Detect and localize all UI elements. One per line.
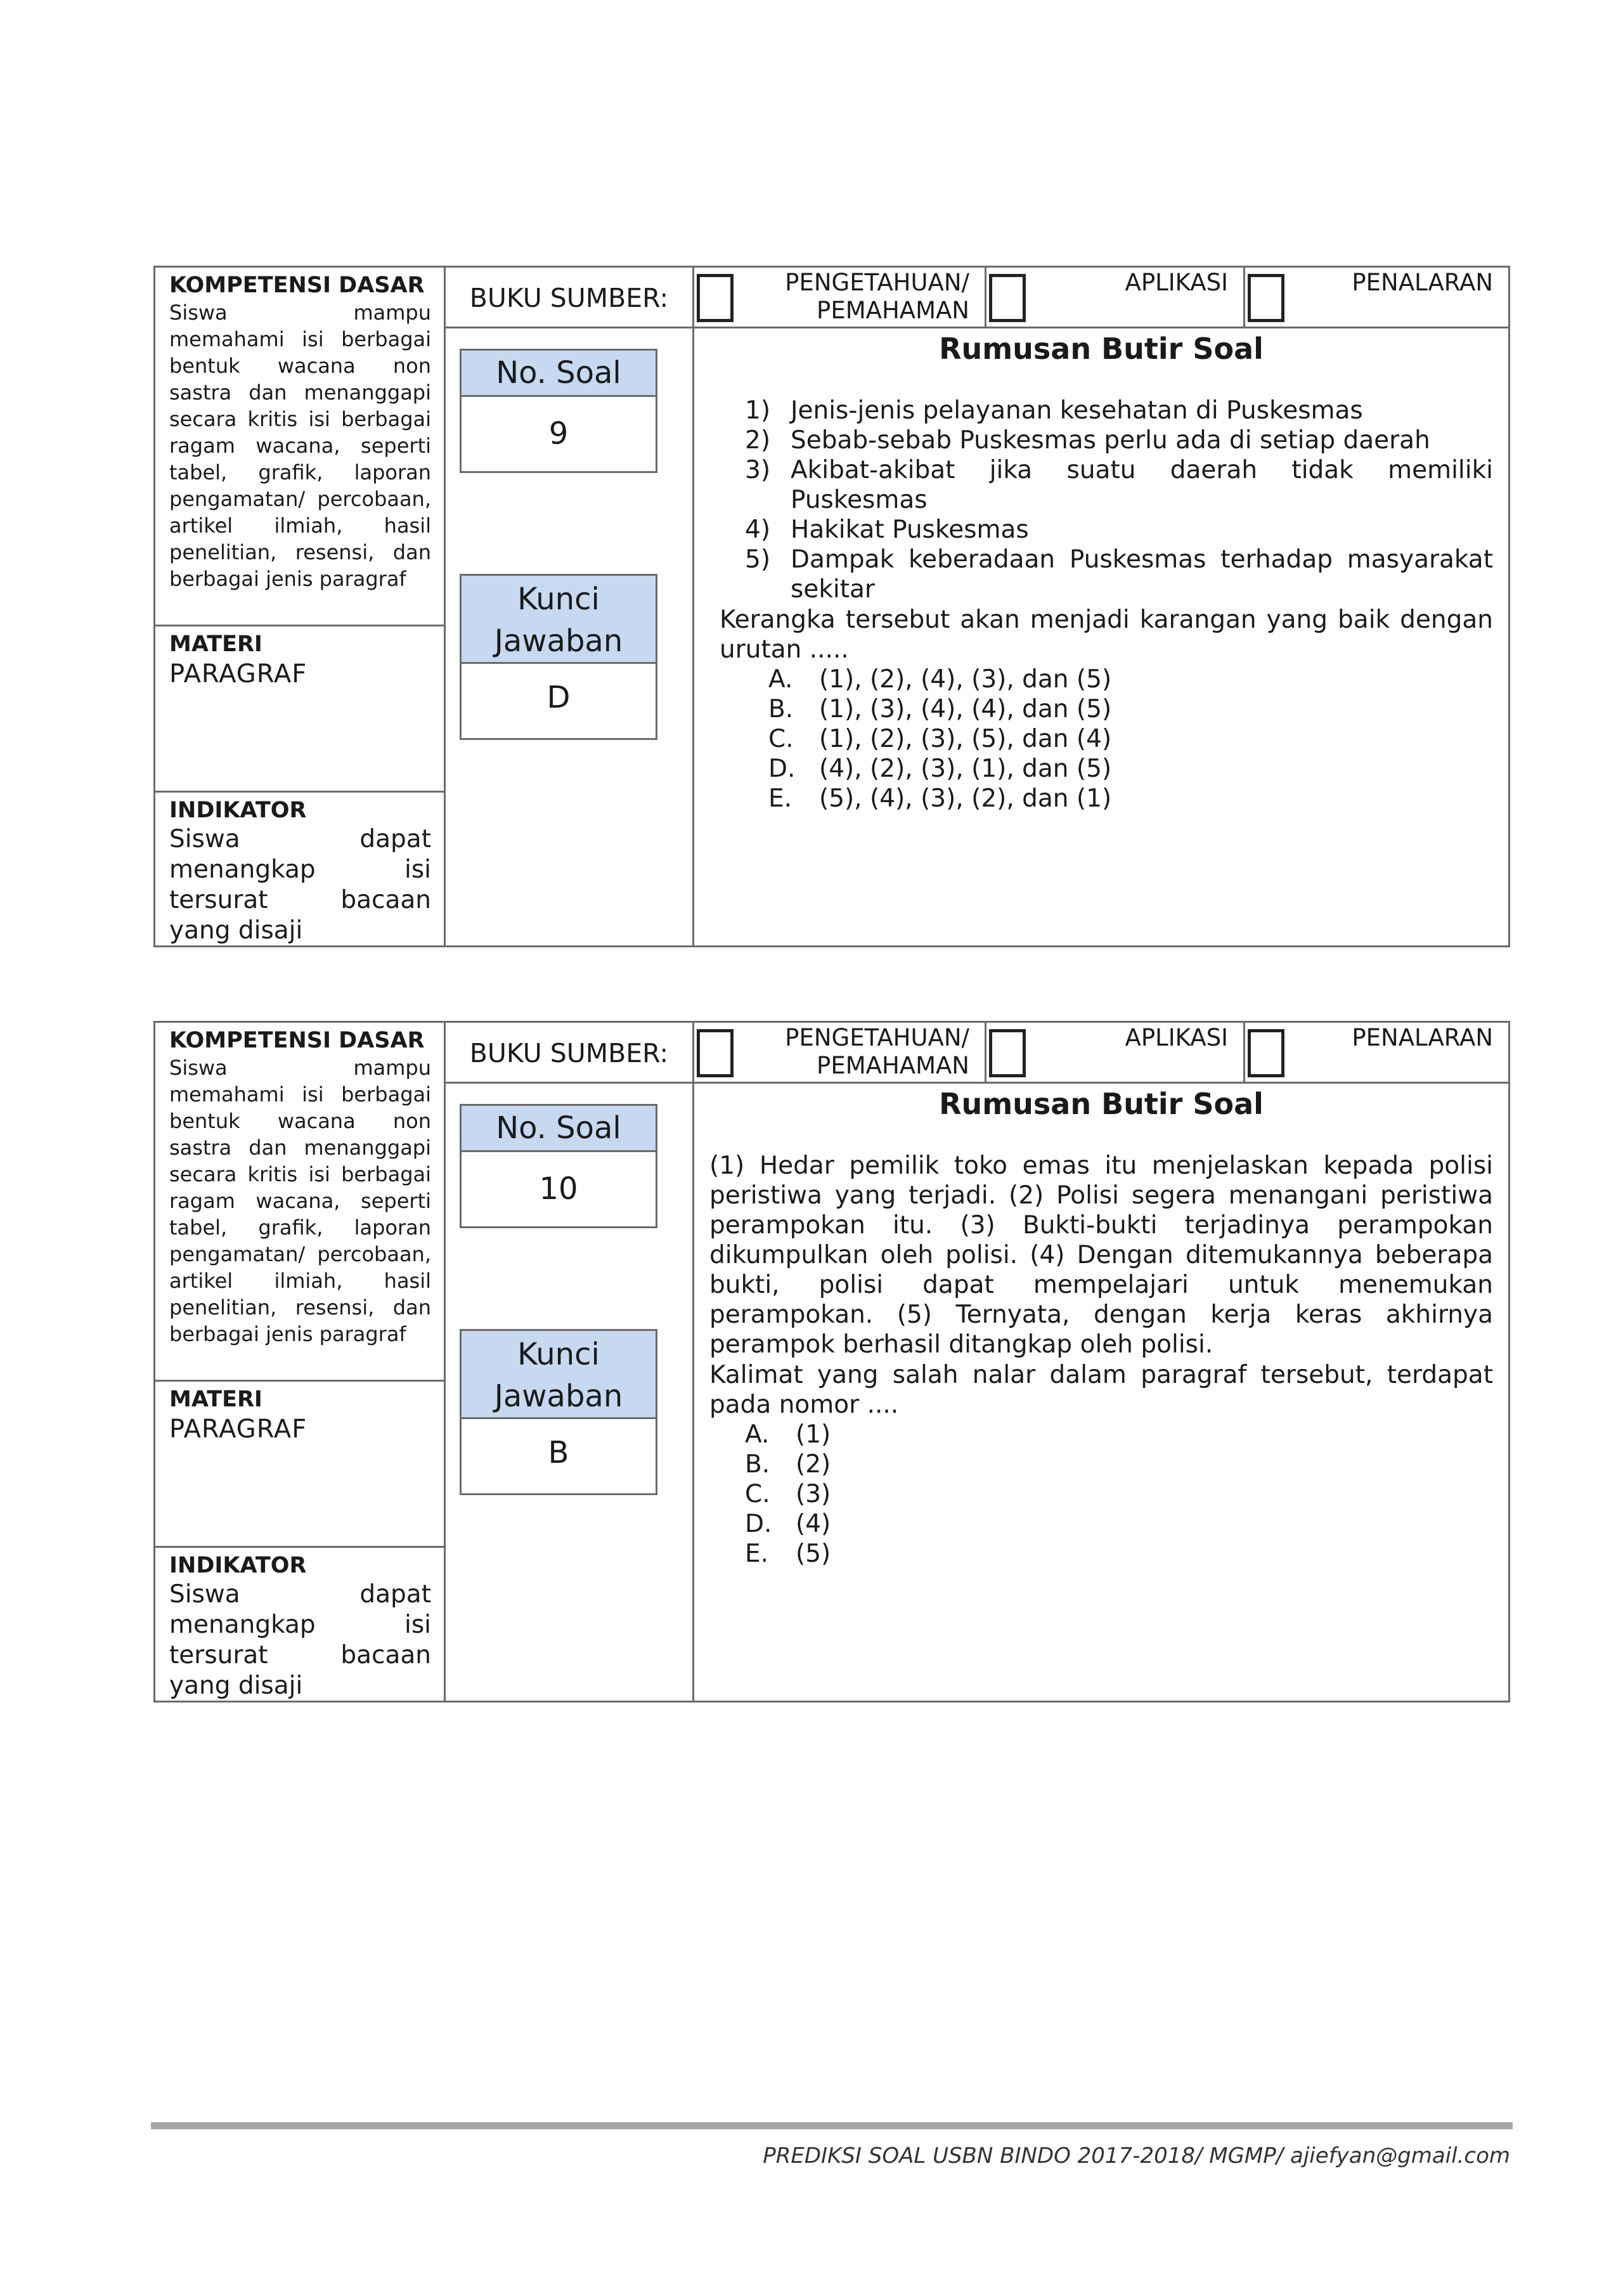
level-penalaran [1245, 1023, 1508, 1082]
question-paragraph: (1) Hedar pemilik toko emas itu menjelaskan kepada polisi peristiwa yang terjadi. (2) Polisi segera menangani peristiwa perampokan itu. (3) Bukti-bukti terjadinya perampokan dikumpulkan oleh polisi. (4) Dengan ditemukannya beberapa bukti, polisi dapat mempelajari untuk menemukan perampokan. (5) Ternyata, dengan kerja keras akhirnya perampok berhasil ditangkap oleh polisi. [709, 1151, 1493, 1359]
option-d: D. (4) [745, 1510, 831, 1538]
penalaran-label: PENALARAN [1352, 1024, 1493, 1051]
buku-sumber-label: BUKU SUMBER: [446, 268, 692, 328]
option-b: B. (1), (3), (4), (4), dan (5) [768, 695, 1112, 723]
no-soal-label: No. Soal [460, 349, 657, 397]
cognitive-level-row [694, 268, 1508, 328]
materi-section [155, 1382, 444, 1548]
indikator-heading: INDIKATOR [169, 1553, 307, 1578]
footer-divider [151, 2122, 1513, 2129]
aplikasi-label: APLIKASI [1125, 1024, 1228, 1051]
level-pengetahuan [694, 268, 985, 327]
indikator-section [155, 1548, 444, 1701]
indikator-section [155, 793, 444, 945]
level-penalaran [1245, 268, 1508, 327]
kunci-label-line2: Jawaban [494, 1378, 623, 1414]
option-e: E. (5) [745, 1540, 831, 1568]
aplikasi-checkbox[interactable] [989, 274, 1026, 322]
left-column [155, 268, 446, 945]
level-pengetahuan [694, 1023, 985, 1082]
list-item: 4) Hakikat Puskesmas [745, 516, 1029, 544]
buku-sumber-label: BUKU SUMBER: [446, 1023, 692, 1084]
list-item: 1) Jenis-jenis pelayanan kesehatan di Puskesmas [745, 396, 1363, 425]
kunci-label-line2: Jawaban [494, 623, 623, 659]
rumusan-title: Rumusan Butir Soal [939, 1087, 1264, 1121]
option-a: A. (1), (2), (4), (3), dan (5) [768, 665, 1112, 694]
kompetensi-dasar-section [155, 1023, 444, 1382]
indikator-text: Siswa dapat menangkap isi tersurat bacaan yang disaji [169, 825, 431, 945]
kompetensi-dasar-text: Siswa mampu memahami isi berbagai bentuk wacana non sastra dan menanggapi secara kritis isi berbagai ragam wacana, seperti tabel, grafik, laporan pengamatan/ percobaan, artikel ilmiah, hasil penelitian, resensi, dan berbagai jenis paragraf [169, 301, 431, 591]
kunci-jawaban-label [460, 1329, 657, 1419]
kompetensi-dasar-heading: KOMPETENSI DASAR [169, 1028, 425, 1053]
answer-options [768, 665, 1493, 814]
option-a: A. (1) [745, 1420, 831, 1449]
answer-options [745, 1420, 1493, 1569]
middle-column [446, 268, 694, 945]
option-c: C. (3) [745, 1480, 831, 1508]
no-soal-value: 9 [460, 397, 657, 473]
question-stem: Kalimat yang salah nalar dalam paragraf tersebut, terdapat pada nomor .... [709, 1361, 1493, 1419]
level-aplikasi [986, 268, 1243, 327]
level-aplikasi [986, 1023, 1243, 1082]
materi-heading: MATERI [169, 1387, 262, 1412]
kompetensi-dasar-heading: KOMPETENSI DASAR [169, 273, 425, 298]
kunci-label-line1: Kunci [517, 1337, 600, 1372]
materi-text: PARAGRAF [169, 659, 307, 689]
indikator-text: Siswa dapat menangkap isi tersurat bacaan yang disaji [169, 1580, 431, 1700]
list-item: 2) Sebab-sebab Puskesmas perlu ada di setiap daerah [745, 426, 1430, 455]
option-b: B. (2) [745, 1450, 831, 1479]
aplikasi-label: APLIKASI [1125, 269, 1228, 296]
list-item: 3) Akibat-akibat jika suatu daerah tidak memiliki Puskesmas [745, 456, 1493, 514]
pengetahuan-checkbox[interactable] [697, 274, 734, 322]
no-soal-label: No. Soal [460, 1104, 657, 1152]
materi-section [155, 626, 444, 793]
kompetensi-dasar-text: Siswa mampu memahami isi berbagai bentuk wacana non sastra dan menanggapi secara kritis isi berbagai ragam wacana, seperti tabel, grafik, laporan pengamatan/ percobaan, artikel ilmiah, hasil penelitian, resensi, dan berbagai jenis paragraf [169, 1056, 431, 1346]
materi-heading: MATERI [169, 632, 262, 657]
aplikasi-checkbox[interactable] [989, 1029, 1026, 1077]
penalaran-label: PENALARAN [1352, 269, 1493, 296]
pengetahuan-label: PENGETAHUAN/ PEMAHAMAN [785, 1024, 969, 1079]
kunci-jawaban-value: B [460, 1419, 657, 1495]
list-item: 5) Dampak keberadaan Puskesmas terhadap masyarakat sekitar [745, 545, 1493, 604]
right-column [694, 1023, 1508, 1701]
kunci-jawaban-label [460, 574, 657, 664]
cognitive-level-row [694, 1023, 1508, 1084]
penalaran-checkbox[interactable] [1248, 1029, 1284, 1077]
question-card-9 [153, 266, 1510, 947]
kompetensi-dasar-section [155, 268, 444, 626]
kunci-jawaban-value: D [460, 664, 657, 740]
middle-column [446, 1023, 694, 1701]
outline-list [745, 396, 1493, 604]
indikator-heading: INDIKATOR [169, 798, 307, 823]
rumusan-title: Rumusan Butir Soal [939, 332, 1264, 366]
right-column [694, 268, 1508, 945]
footer-text: PREDIKSI SOAL USBN BINDO 2017-2018/ MGMP/ ajiefyan@gmail.com [763, 2143, 1510, 2169]
kunci-label-line1: Kunci [517, 581, 600, 617]
option-d: D. (4), (2), (3), (1), dan (5) [768, 755, 1112, 783]
no-soal-value: 10 [460, 1152, 657, 1228]
question-stem: Kerangka tersebut akan menjadi karangan yang baik dengan urutan ..... [720, 606, 1493, 664]
question-card-10 [153, 1021, 1510, 1703]
pengetahuan-label: PENGETAHUAN/ PEMAHAMAN [785, 269, 969, 324]
penalaran-checkbox[interactable] [1248, 274, 1284, 322]
left-column [155, 1023, 446, 1701]
materi-text: PARAGRAF [169, 1415, 307, 1444]
option-e: E. (5), (4), (3), (2), dan (1) [768, 784, 1112, 813]
option-c: C. (1), (2), (3), (5), dan (4) [768, 725, 1112, 753]
pengetahuan-checkbox[interactable] [697, 1029, 734, 1077]
